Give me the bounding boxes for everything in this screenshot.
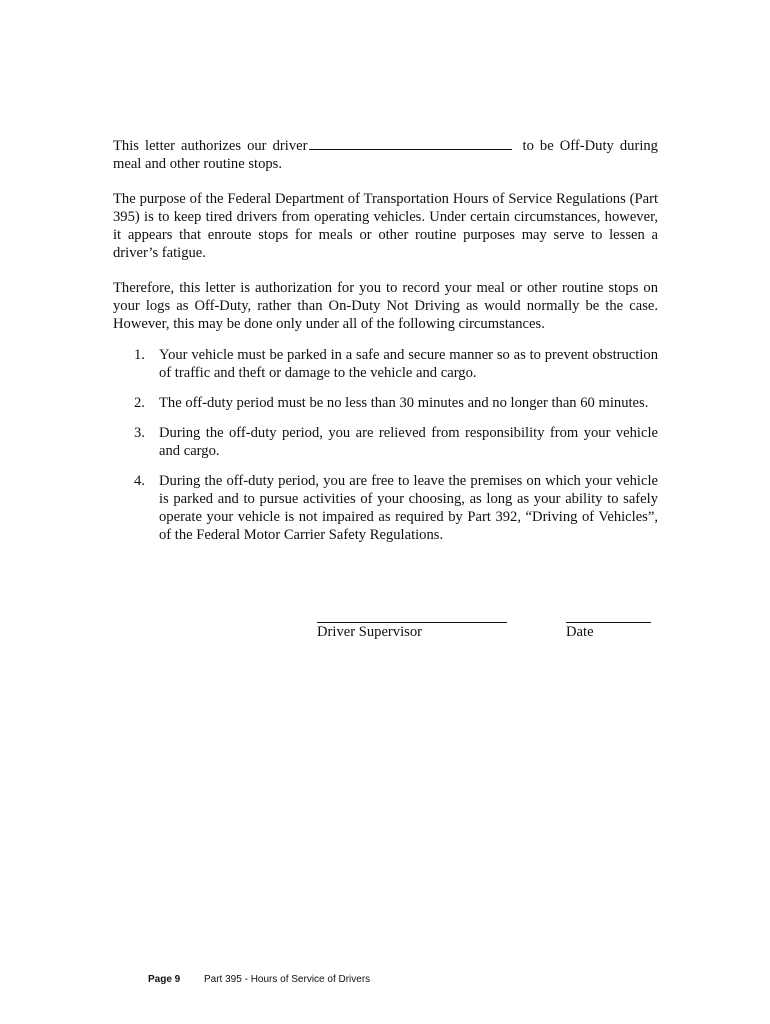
driver-name-blank[interactable] bbox=[309, 137, 512, 150]
purpose-paragraph: The purpose of the Federal Department of Transportation Hours of Service Regulations (Part 395) is to keep tired drivers from operating vehicles. Under certain circumstances, however, it appears that enroute stops for meals or other routine purposes may serve to lessen a driver’s fatigue. bbox=[113, 191, 658, 261]
page-number: Page 9 bbox=[148, 974, 181, 985]
list-item-number: 3. bbox=[134, 425, 145, 441]
list-item bbox=[113, 472, 658, 544]
list-item-text: Your vehicle must be parked in a safe and secure manner so as to prevent obstruction of traffic and theft or damage to the vehicle and cargo. bbox=[159, 347, 658, 381]
date-signature-label: Date bbox=[566, 624, 594, 640]
page-footer bbox=[148, 973, 370, 987]
authorization-paragraph: Therefore, this letter is authorization for you to record your meal or other routine stops on your logs as Off-Duty, rather than On-Duty Not Driving as would normally be the case. However, this may be done only under all of the following circumstances. bbox=[113, 280, 658, 332]
list-item-number: 4. bbox=[134, 473, 145, 489]
conditions-list bbox=[113, 346, 658, 556]
list-item bbox=[113, 424, 658, 460]
intro-text-before-blank: This letter authorizes our driver bbox=[113, 138, 308, 154]
intro-paragraph bbox=[113, 137, 658, 173]
list-item-text: During the off-duty period, you are free to leave the premises on which your vehicle is parked and to pursue activities of your choosing, as long as your ability to safely operate your vehicle is not impaired as required by Part 392, “Driving of Vehicles”, of the Federal Motor Carrier Safety Regulations. bbox=[159, 473, 658, 543]
footer-title: Part 395 - Hours of Service of Drivers bbox=[204, 974, 371, 985]
list-item-number: 1. bbox=[134, 347, 145, 363]
list-item-text: The off-duty period must be no less than 30 minutes and no longer than 60 minutes. bbox=[159, 395, 649, 411]
list-item bbox=[113, 346, 658, 382]
intro-text-after-blank: to be Off-Duty during meal and other routine stops. bbox=[113, 138, 658, 172]
supervisor-signature-label: Driver Supervisor bbox=[317, 624, 422, 640]
list-item-number: 2. bbox=[134, 395, 145, 411]
list-item bbox=[113, 394, 658, 412]
list-item-text: During the off-duty period, you are relieved from responsibility from your vehicle and cargo. bbox=[159, 425, 658, 459]
